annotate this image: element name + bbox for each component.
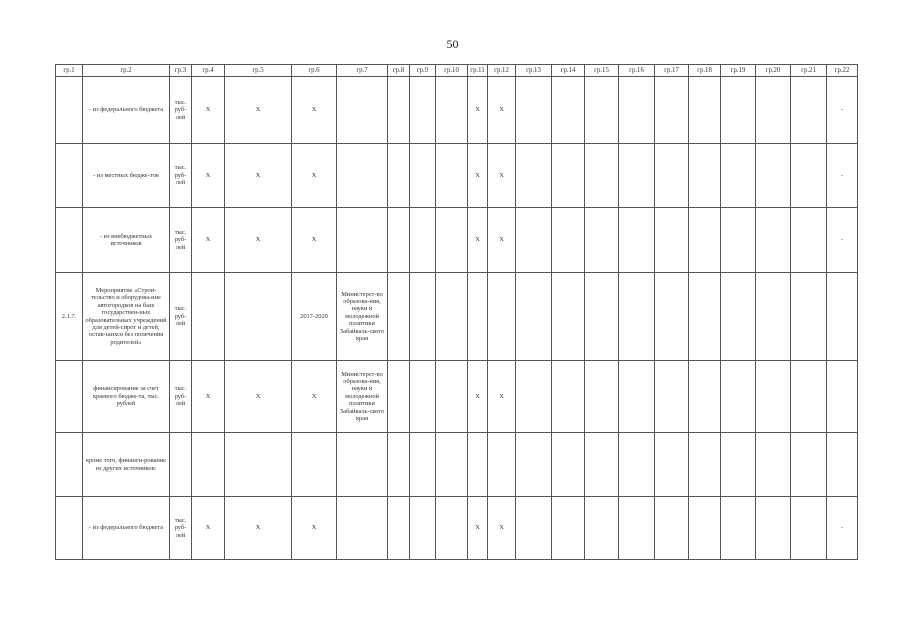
table-cell <box>225 273 292 361</box>
table-cell: X <box>192 497 225 560</box>
table-cell: X <box>292 361 337 433</box>
column-header: гр.11 <box>468 65 488 77</box>
table-cell: X <box>488 77 516 144</box>
table-cell: - <box>827 208 858 273</box>
table-cell <box>655 77 689 144</box>
column-header: гр.7 <box>337 65 388 77</box>
table-cell <box>388 433 410 497</box>
table-cell <box>689 77 721 144</box>
table-cell <box>689 433 721 497</box>
table-cell <box>170 433 192 497</box>
table-cell <box>56 77 83 144</box>
table-cell <box>791 273 827 361</box>
table-cell <box>619 208 655 273</box>
table-cell <box>410 208 436 273</box>
table-cell <box>516 433 552 497</box>
table-cell <box>388 273 410 361</box>
table-cell: X <box>192 77 225 144</box>
table-cell: 2017-2020 <box>292 273 337 361</box>
table-cell <box>410 273 436 361</box>
table-row <box>56 433 858 497</box>
table-cell: - <box>827 497 858 560</box>
table-cell <box>689 144 721 208</box>
table-cell: 2.1.7. <box>56 273 83 361</box>
table-cell <box>689 497 721 560</box>
table-cell <box>619 361 655 433</box>
column-header: гр.15 <box>585 65 619 77</box>
column-header: гр.9 <box>410 65 436 77</box>
table-cell <box>585 433 619 497</box>
column-header: гр.12 <box>488 65 516 77</box>
table-cell: X <box>192 208 225 273</box>
table-cell <box>552 208 585 273</box>
table-cell: - из внебюджетных источников <box>83 208 170 273</box>
table-cell: - из местных бюдже-тов <box>83 144 170 208</box>
column-header: гр.5 <box>225 65 292 77</box>
table-cell <box>337 433 388 497</box>
table-cell: X <box>225 497 292 560</box>
table-cell <box>552 77 585 144</box>
table-cell <box>619 433 655 497</box>
table-cell <box>410 497 436 560</box>
table-cell <box>585 497 619 560</box>
table-cell: кроме того, финанси-рование из других источников: <box>83 433 170 497</box>
table-cell <box>192 433 225 497</box>
table-cell <box>791 208 827 273</box>
table-cell: тыс. руб-лей <box>170 144 192 208</box>
table-cell <box>552 433 585 497</box>
table-cell <box>585 361 619 433</box>
table-cell <box>721 208 756 273</box>
table-cell <box>756 208 791 273</box>
table-cell <box>791 77 827 144</box>
table-cell <box>56 433 83 497</box>
column-header: гр.19 <box>721 65 756 77</box>
table-cell: - из федерального бюджета <box>83 497 170 560</box>
table-cell <box>410 144 436 208</box>
table-cell: Министерст-во образова-ния, науки и молодежной политики Забайкаль-ского края <box>337 273 388 361</box>
table-cell: X <box>468 208 488 273</box>
table-cell: X <box>292 144 337 208</box>
table-cell <box>655 144 689 208</box>
table-cell <box>56 144 83 208</box>
table-cell: - <box>827 144 858 208</box>
table-cell <box>516 144 552 208</box>
table-cell: Министерст-во образова-ния, науки и молодежной политики Забайкаль-ского края <box>337 361 388 433</box>
table-cell: X <box>468 77 488 144</box>
table-cell <box>791 361 827 433</box>
table-cell <box>410 433 436 497</box>
table-cell <box>585 208 619 273</box>
table-cell <box>436 208 468 273</box>
column-header: гр.22 <box>827 65 858 77</box>
column-header: гр.10 <box>436 65 468 77</box>
table-cell <box>721 77 756 144</box>
table-cell: X <box>225 361 292 433</box>
table-cell <box>655 497 689 560</box>
column-header: гр.3 <box>170 65 192 77</box>
table-cell <box>756 361 791 433</box>
column-header: гр.1 <box>56 65 83 77</box>
table-cell: X <box>292 497 337 560</box>
table-cell: X <box>468 361 488 433</box>
table-cell <box>756 144 791 208</box>
table-cell: X <box>488 144 516 208</box>
table-cell <box>721 361 756 433</box>
table-cell <box>337 77 388 144</box>
table-cell: тыс. руб-лей <box>170 273 192 361</box>
table-cell <box>388 77 410 144</box>
table-cell <box>516 497 552 560</box>
table-cell: X <box>225 208 292 273</box>
table-cell: X <box>488 208 516 273</box>
table-cell <box>827 433 858 497</box>
table-cell: X <box>292 208 337 273</box>
table-cell <box>552 361 585 433</box>
table-cell <box>292 433 337 497</box>
column-header: гр.4 <box>192 65 225 77</box>
table-cell <box>436 361 468 433</box>
table-cell <box>436 77 468 144</box>
table-row <box>56 497 858 560</box>
table-cell <box>655 433 689 497</box>
table-row <box>56 361 858 433</box>
table-cell <box>721 497 756 560</box>
table-cell <box>388 208 410 273</box>
table-cell <box>619 77 655 144</box>
table-cell: тыс. руб-лей <box>170 497 192 560</box>
table-cell: X <box>225 77 292 144</box>
table-cell <box>756 497 791 560</box>
table-cell: Мероприятие «Строи-тельство и оборудова-ние автогородков на базе государствен-ных образовательных учреждений для детей-сирот и детей, остав-шихся без попечения родителей» <box>83 273 170 361</box>
table-cell <box>56 208 83 273</box>
table-cell <box>436 497 468 560</box>
table-cell <box>756 273 791 361</box>
table-cell <box>516 208 552 273</box>
table-cell <box>552 144 585 208</box>
table-cell: X <box>192 361 225 433</box>
table-cell <box>436 144 468 208</box>
table-cell <box>436 273 468 361</box>
header-row <box>56 65 858 77</box>
page-number: 50 <box>446 37 459 51</box>
table-cell <box>619 497 655 560</box>
table-cell <box>619 144 655 208</box>
table-cell <box>827 361 858 433</box>
table-cell <box>468 273 488 361</box>
table-cell <box>410 77 436 144</box>
table-cell: X <box>225 144 292 208</box>
table-cell: - из федерального бюджета <box>83 77 170 144</box>
table-cell <box>337 497 388 560</box>
table-cell <box>827 273 858 361</box>
column-header: гр.6 <box>292 65 337 77</box>
table-cell <box>619 273 655 361</box>
program-table <box>55 64 858 560</box>
table-cell: - <box>827 77 858 144</box>
table-cell <box>388 497 410 560</box>
table-cell: финансирование за счет краевого бюдже-та, тыс. рублей <box>83 361 170 433</box>
table-cell <box>585 77 619 144</box>
table-cell <box>721 144 756 208</box>
column-header: гр.20 <box>756 65 791 77</box>
table-cell <box>585 144 619 208</box>
column-header: гр.17 <box>655 65 689 77</box>
table-cell <box>56 361 83 433</box>
table-cell <box>655 208 689 273</box>
table-cell <box>756 77 791 144</box>
table-cell: X <box>468 144 488 208</box>
table-cell: тыс. руб-лей <box>170 208 192 273</box>
table-cell <box>337 208 388 273</box>
column-header: гр.18 <box>689 65 721 77</box>
table-cell: X <box>468 497 488 560</box>
table-cell: X <box>292 77 337 144</box>
table-cell <box>56 497 83 560</box>
table-cell <box>585 273 619 361</box>
table-cell <box>468 433 488 497</box>
table-cell <box>488 433 516 497</box>
table-cell <box>689 208 721 273</box>
table-cell <box>552 273 585 361</box>
table-row <box>56 77 858 144</box>
table-cell <box>689 361 721 433</box>
table-cell: X <box>488 497 516 560</box>
table-cell: тыс. руб-лей <box>170 77 192 144</box>
column-header: гр.16 <box>619 65 655 77</box>
table-cell <box>721 273 756 361</box>
table-row <box>56 273 858 361</box>
column-header: гр.14 <box>552 65 585 77</box>
table-cell <box>516 273 552 361</box>
table-cell <box>516 361 552 433</box>
table-cell <box>488 273 516 361</box>
table-cell <box>388 361 410 433</box>
table-row <box>56 144 858 208</box>
table-cell <box>410 361 436 433</box>
column-header: гр.8 <box>388 65 410 77</box>
table-cell <box>756 433 791 497</box>
column-header: гр.21 <box>791 65 827 77</box>
table-cell: X <box>488 361 516 433</box>
table-cell <box>388 144 410 208</box>
table-cell <box>436 433 468 497</box>
table-cell <box>552 497 585 560</box>
table-cell <box>192 273 225 361</box>
table-cell <box>337 144 388 208</box>
column-header: гр.13 <box>516 65 552 77</box>
table-cell <box>791 144 827 208</box>
table-cell <box>655 361 689 433</box>
table-cell <box>721 433 756 497</box>
table-cell: тыс. руб-лей <box>170 361 192 433</box>
table-cell <box>225 433 292 497</box>
table-cell <box>689 273 721 361</box>
table-cell <box>516 77 552 144</box>
table-cell <box>791 433 827 497</box>
table-row <box>56 208 858 273</box>
table-cell <box>791 497 827 560</box>
table-cell <box>655 273 689 361</box>
column-header: гр.2 <box>83 65 170 77</box>
table-cell: X <box>192 144 225 208</box>
